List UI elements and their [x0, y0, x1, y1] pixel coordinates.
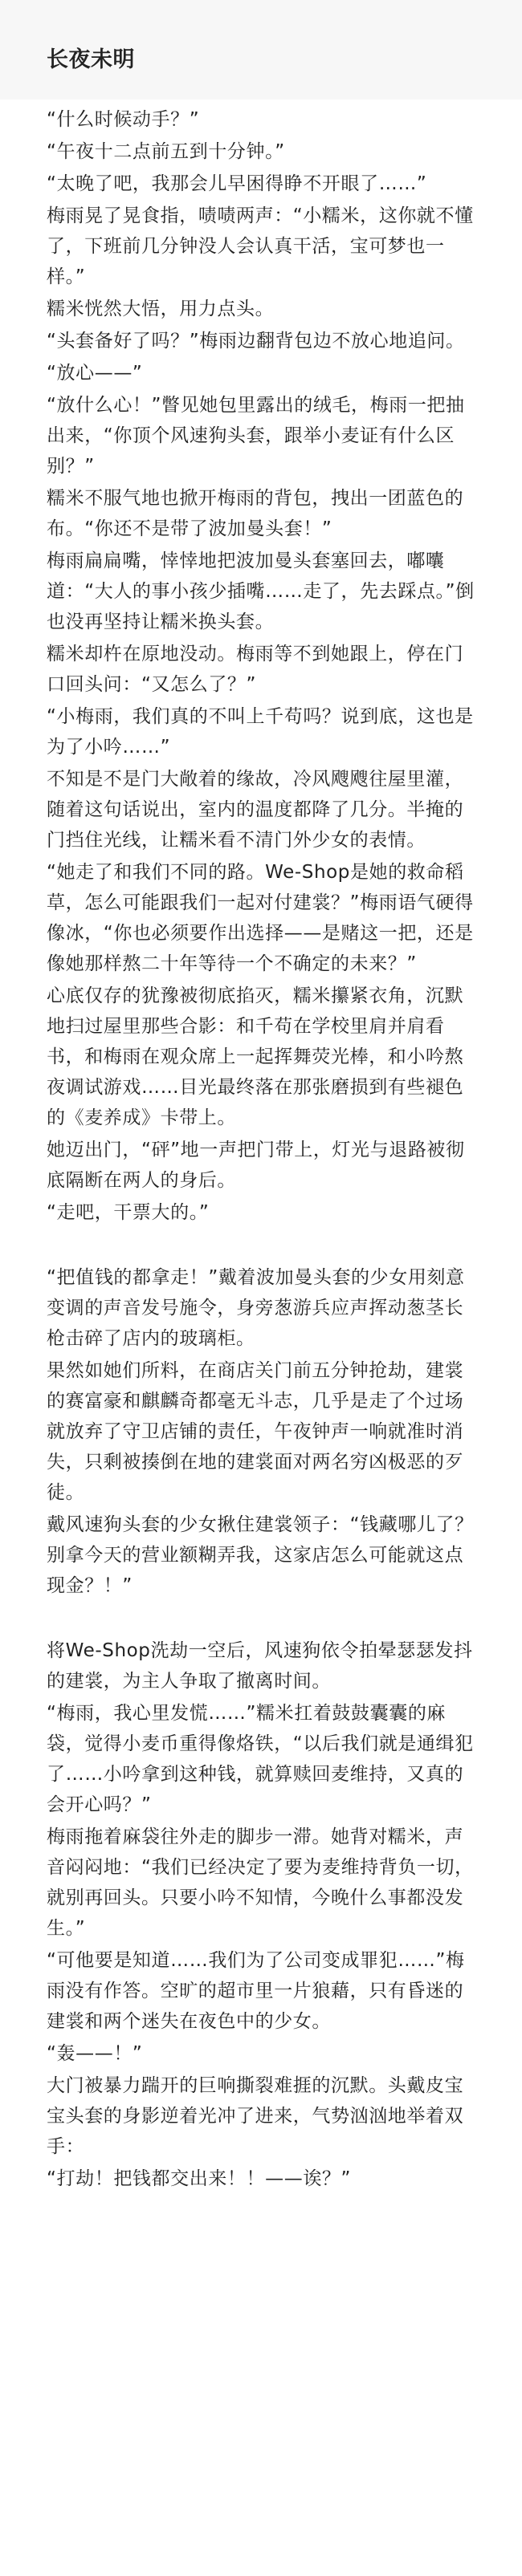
paragraph: “轰——！”: [47, 2043, 143, 2064]
paragraph: “梅雨，我心里发慌……”糯米扛着鼓鼓囊囊的麻袋，觉得小麦币重得像烙铁，“以后我们就是通缉犯了……小吟拿到这种钱，就算赎回麦维持，又真的会开心吗？”: [47, 1703, 474, 1815]
paragraph: “太晚了吧，我那会儿早困得睁不开眼了……”: [47, 173, 427, 194]
paragraph: 糯米却杵在原地没动。梅雨等不到她跟上，停在门口回头问：“又怎么了？”: [47, 644, 464, 695]
paragraph: 戴风速狗头套的少女揪住建裳领子：“钱藏哪儿了？别拿今天的营业额糊弄我，这家店怎么可能就这点现金？！”: [47, 1514, 474, 1596]
article-title: 长夜未明: [47, 47, 135, 72]
paragraph: “头套备好了吗？”梅雨边翻背包边不放心地追问。: [47, 331, 465, 351]
paragraph: 她迈出门，“砰”地一声把门带上，灯光与退路被彻底隔断在两人的身后。: [47, 1140, 465, 1191]
paragraph: 糯米恍然大悟，用力点头。: [47, 299, 275, 319]
paragraph: 大门被暴力踹开的巨响撕裂难捱的沉默。头戴皮宝宝头套的身影逆着光冲了进来，气势汹汹地举着双手：: [47, 2075, 464, 2157]
paragraph: “她走了和我们不同的路。We-Shop是她的救命稻草，怎么可能跟我们一起对付建裳？”梅雨语气硬得像冰，“你也必须要作出选择——是赌这一把，还是像她那样熬二十年等待一个不确定的未来？”: [47, 862, 474, 974]
paragraph: “小梅雨，我们真的不叫上千苟吗？说到底，这也是为了小吟……”: [47, 706, 474, 758]
paragraph: “走吧，干票大的。”: [47, 1202, 210, 1223]
paragraph: 糯米不服气地也掀开梅雨的背包，拽出一团蓝色的布。“你还不是带了波加曼头套！”: [47, 488, 464, 539]
paragraph: “可他要是知道……我们为了公司变成罪犯……”梅雨没有作答。空旷的超市里一片狼藉，只有昏迷的建裳和两个迷失在夜色中的少女。: [47, 1950, 465, 2032]
paragraph: 不知是不是门大敞着的缘故，冷风飕飕往屋里灌，随着这句话说出，室内的温度都降了几分。半掩的门挡住光线，让糯米看不清门外少女的表情。: [47, 769, 464, 851]
paragraph: 心底仅存的犹豫被彻底掐灭，糯米攥紧衣角，沉默地扫过屋里那些合影：和千苟在学校里肩并肩看书，和梅雨在观众席上一起挥舞荧光棒，和小吟熬夜调试游戏……目光最终落在那张磨损到有些褪色的《麦养成》卡带上。: [47, 985, 464, 1128]
paragraph: “放什么心！”瞥见她包里露出的绒毛，梅雨一把抽出来，“你顶个风速狗头套，跟举小麦证有什么区别？”: [47, 395, 465, 477]
section-break: [47, 1229, 475, 1262]
paragraph: 梅雨晃了晃食指，啧啧两声：“小糯米，这你就不懂了，下班前几分钟没人会认真干活，宝可梦也一样。”: [47, 205, 474, 287]
section-break: [47, 1603, 475, 1635]
paragraph: “午夜十二点前五到十分钟。”: [47, 141, 285, 162]
paragraph: “放心——”: [47, 363, 143, 384]
paragraph: 梅雨扁扁嘴，悻悻地把波加曼头套塞回去，嘟囔道：“大人的事小孩少插嘴……走了，先去踩点。”倒也没再坚持让糯米换头套。: [47, 551, 475, 632]
article-header: [0, 0, 522, 100]
article-body: [0, 100, 522, 2194]
paragraph: 果然如她们所料，在商店关门前五分钟抢劫，建裳的赛富豪和麒麟奇都毫无斗志，几乎是走了个过场就放弃了守卫店铺的责任，午夜钟声一响就准时消失，只剩被揍倒在地的建裳面对两名穷凶极恶的歹徒。: [47, 1360, 464, 1503]
paragraph: “打劫！把钱都交出来！！——诶？”: [47, 2168, 352, 2189]
paragraph: 将We-Shop洗劫一空后，风速狗依令拍晕瑟瑟发抖的建裳，为主人争取了撤离时间。: [47, 1640, 473, 1692]
paragraph: 梅雨拖着麻袋往外走的脚步一滞。她背对糯米，声音闷闷地：“我们已经决定了要为麦维持背负一切，就别再回头。只要小吟不知情，今晚什么事都没发生。”: [47, 1826, 474, 1939]
paragraph: “把值钱的都拿走！”戴着波加曼头套的少女用刻意变调的声音发号施令，身旁葱游兵应声挥动葱茎长枪击碎了店内的玻璃柜。: [47, 1267, 465, 1349]
paragraph: “什么时候动手？”: [47, 109, 200, 130]
